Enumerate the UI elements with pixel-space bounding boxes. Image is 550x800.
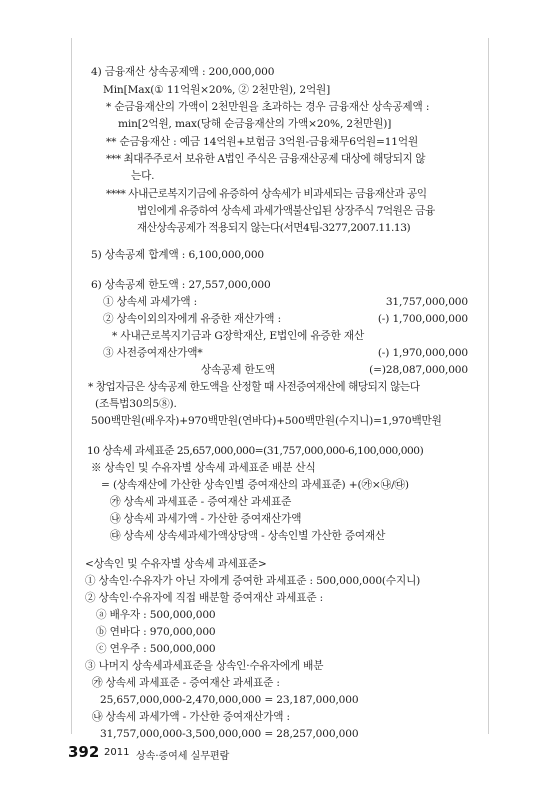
section6-item3-label: ③ 사전증여재산가액*	[103, 347, 203, 359]
right-margin-rule	[488, 38, 489, 734]
section6-limit-value: (=)28,087,000,000	[369, 364, 468, 376]
section10-method-a: ㉮ 상속세 과세표준 - 증여재산 과세표준	[110, 496, 292, 508]
footer-year: 2011	[104, 747, 130, 758]
section4-heading: 4) 금융재산 상속공제액 : 200,000,000	[91, 66, 275, 78]
distribution-item2: ② 상속인·수유자에 직접 배분할 증여재산 과세표준 :	[85, 592, 324, 604]
page-number: 392	[68, 743, 100, 761]
section4-note1-line1: * 순금융재산의 가액이 2천만원을 초과하는 경우 금융재산 상속공제액 :	[106, 101, 430, 113]
section10-method-title: ※ 상속인 및 수유자별 상속세 과세표준 배분 산식	[91, 462, 316, 474]
distribution-title: <상속인 및 수유자별 상속세 과세표준>	[85, 558, 267, 570]
distribution-item3-b-calc: 31,757,000,000-3,500,000,000 = 28,257,000,000	[100, 728, 359, 740]
section6-item2-note: * 사내근로복지기금과 G장학재산, E법인에 유증한 재산	[112, 330, 365, 342]
section6-item1-label: ① 상속세 과세가액 :	[103, 296, 198, 308]
distribution-item2-b: ⓑ 연바다 : 970,000,000	[96, 626, 216, 638]
section6-note-line3: 500백만원(배우자)+970백만원(연바다)+500백만원(수지니)=1,970백만원	[91, 415, 442, 427]
distribution-item3-a: ㉮ 상속세 과세표준 - 증여재산 과세표준 :	[92, 677, 280, 689]
section6-limit-label: 상속공제 한도액	[201, 364, 275, 376]
section4-note1-line2: min[2억원, max(당해 순금융재산의 가액×20%, 2천만원)]	[118, 118, 392, 130]
section5-heading: 5) 상속공제 합계액 : 6,100,000,000	[91, 249, 264, 261]
distribution-item3-b: ㉯ 상속세 과세가액 - 가산한 증여재산가액 :	[92, 711, 290, 723]
distribution-item3-a-calc: 25,657,000,000-2,470,000,000 = 23,187,000,000	[100, 694, 359, 706]
section6-note-line2: (조특법30의5⑧).	[95, 398, 177, 410]
distribution-item2-a: ⓐ 배우자 : 500,000,000	[96, 609, 216, 621]
section6-heading: 6) 상속공제 한도액 : 27,557,000,000	[91, 279, 271, 291]
left-margin-rule	[71, 38, 72, 734]
section10-method-formula: = (상속재산에 가산한 상속인별 증여재산의 과세표준) +(㉮×㉯/㉰)	[101, 479, 409, 491]
section6-item3-value: (-) 1,970,000,000	[377, 347, 468, 359]
section6-item1-value: 31,757,000,000	[385, 296, 468, 308]
section10-method-c: ㉰ 상속세 상속세과세가액상당액 - 상속인별 가산한 증여재산	[110, 530, 386, 542]
section4-note4-line1: **** 사내근로복지기금에 유증하여 상속세가 비과세되는 금융재산과 공익	[106, 188, 427, 200]
footer-book-title: 상속·증여세 실무편람	[136, 751, 230, 762]
section6-item2-value: (-) 1,700,000,000	[377, 313, 468, 325]
section10-method-b: ㉯ 상속세 과세가액 - 가산한 증여재산가액	[110, 513, 302, 525]
section4-note2: ** 순금융재산 : 예금 14억원+보험금 3억원-금융채무6억원=11억원	[106, 136, 419, 148]
section6-item2-label: ② 상속이외의자에게 유증한 재산가액 :	[103, 313, 281, 325]
section6-note-line1: * 창업자금은 상속공제 한도액을 산정할 때 사전증여재산에 해당되지 않는다	[88, 381, 420, 393]
section4-note3-line1: *** 최대주주로서 보유한 A법인 주식은 금융재산공제 대상에 해당되지 않	[106, 153, 426, 165]
distribution-item3: ③ 나머지 상속세과세표준을 상속인·수유자에게 배분	[85, 660, 324, 672]
section10-heading: 10 상속세 과세표준 25,657,000,000=(31,757,000,000-6,100,000,000)	[87, 445, 424, 457]
section4-note4-line3: 재산상속공제가 적용되지 않는다(서면4팀-3277,2007.11.13)	[137, 222, 411, 234]
section4-formula: Min[Max(① 11억원×20%, ② 2천만원), 2억원]	[103, 84, 331, 96]
distribution-item2-c: ⓒ 연우주 : 500,000,000	[96, 643, 216, 655]
section4-note4-line2: 법인에게 유증하여 상속세 과세가액불산입된 상장주식 7억원은 금융	[137, 205, 435, 217]
distribution-item1: ① 상속인·수유자가 아닌 자에게 증여한 과세표준 : 500,000,000(수지니)	[85, 575, 421, 587]
section4-note3-line2: 는다.	[131, 170, 155, 182]
